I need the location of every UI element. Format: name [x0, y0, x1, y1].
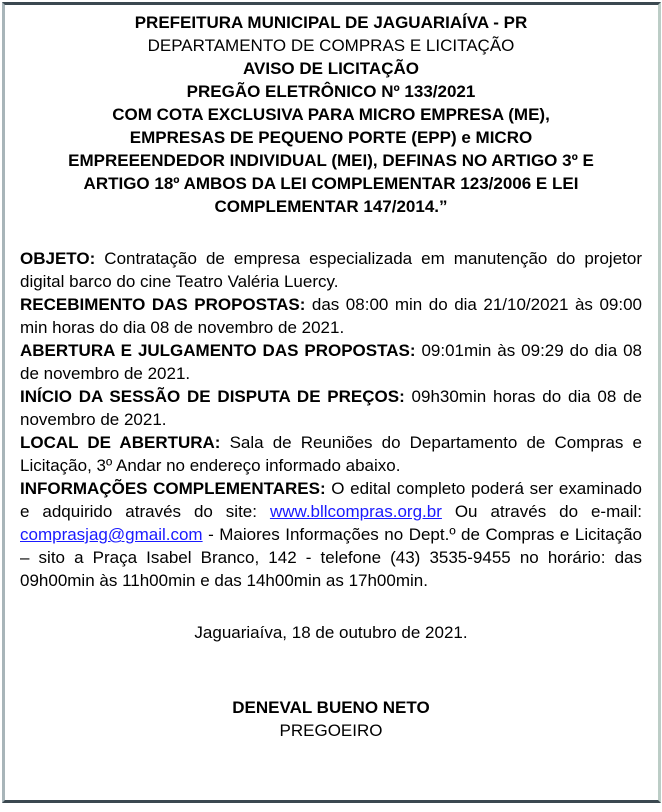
recebimento-label: RECEBIMENTO DAS PROPOSTAS: [20, 295, 306, 314]
email-link[interactable]: comprasjag@gmail.com [20, 525, 203, 544]
header-notice-type: AVISO DE LICITAÇÃO [243, 59, 419, 78]
paragraph-objeto [20, 247, 642, 293]
header-department: DEPARTAMENTO DE COMPRAS E LICITAÇÃO [147, 36, 515, 55]
paragraph-abertura [20, 339, 642, 385]
signature-block [20, 696, 642, 742]
paragraph-recebimento [20, 293, 642, 339]
objeto-text: Contratação de empresa especializada em manutenção do projetor digital barco do cine Teatro Valéria Luercy. [20, 249, 642, 291]
header-subject-line: ARTIGO 18º AMBOS DA LEI COMPLEMENTAR 123/2006 E LEI [83, 174, 579, 193]
paragraph-inicio-disputa [20, 385, 642, 431]
objeto-label: OBJETO: [20, 249, 96, 268]
abertura-label: ABERTURA E JULGAMENTO DAS PROPOSTAS: [20, 341, 416, 360]
site-link[interactable]: www.bllcompras.org.br [269, 502, 442, 521]
header-auction-number: PREGÃO ELETRÔNICO Nº 133/2021 [186, 82, 476, 101]
abertura-text: 09:01min às 09:29 do dia 08 de novembro de 2021. [20, 341, 642, 383]
recebimento-text: das 08:00 min do dia 21/10/2021 às 09:00 min horas do dia 08 de novembro de 2021. [20, 295, 642, 337]
inicio-disputa-label: INÍCIO DA SESSÃO DE DISPUTA DE PREÇOS: [20, 387, 405, 406]
informacoes-text-3: - Maiores Informações no Dept.º de Compras e Licitação – sito a Praça Isabel Branco, 142 - telefone (43) 3535-9455 no horário: das 09h00min às 11h00min e das 14h00min as 17h00min. [20, 525, 642, 590]
header-subject-line: COM COTA EXCLUSIVA PARA MICRO EMPRESA (ME), [112, 105, 550, 124]
header-subject-line: EMPREEENDEDOR INDIVIDUAL (MEI), DEFINAS NO ARTIGO 3º E [68, 151, 594, 170]
header-subject-line: EMPRESAS DE PEQUENO PORTE (EPP) e MICRO [129, 128, 533, 147]
signature-name: DENEVAL BUENO NETO [232, 698, 430, 717]
document-frame [2, 2, 661, 803]
signature-role: PREGOEIRO [279, 721, 383, 740]
paragraph-local-abertura [20, 431, 642, 477]
informacoes-text-2: Ou através do e-mail: [441, 502, 642, 521]
inicio-disputa-text: 09h30min horas do dia 08 de novembro de 2021. [20, 387, 642, 429]
document-body [20, 247, 642, 592]
date-line: Jaguariaíva, 18 de outubro de 2021. [194, 623, 468, 642]
local-abertura-text: Sala de Reuniões do Departamento de Compras e Licitação, 3º Andar no endereço informado abaixo. [20, 433, 642, 475]
paragraph-informacoes [20, 477, 642, 592]
header-org-name: PREFEITURA MUNICIPAL DE JAGUARIAÍVA - PR [134, 13, 528, 32]
informacoes-label: INFORMAÇÕES COMPLEMENTARES: [20, 479, 326, 498]
document-header [20, 11, 642, 218]
informacoes-text-1: O edital completo poderá ser examinado e adquirido através do site: [20, 479, 642, 521]
local-abertura-label: LOCAL DE ABERTURA: [20, 433, 221, 452]
header-subject-line: COMPLEMENTAR 147/2014.” [214, 197, 448, 216]
